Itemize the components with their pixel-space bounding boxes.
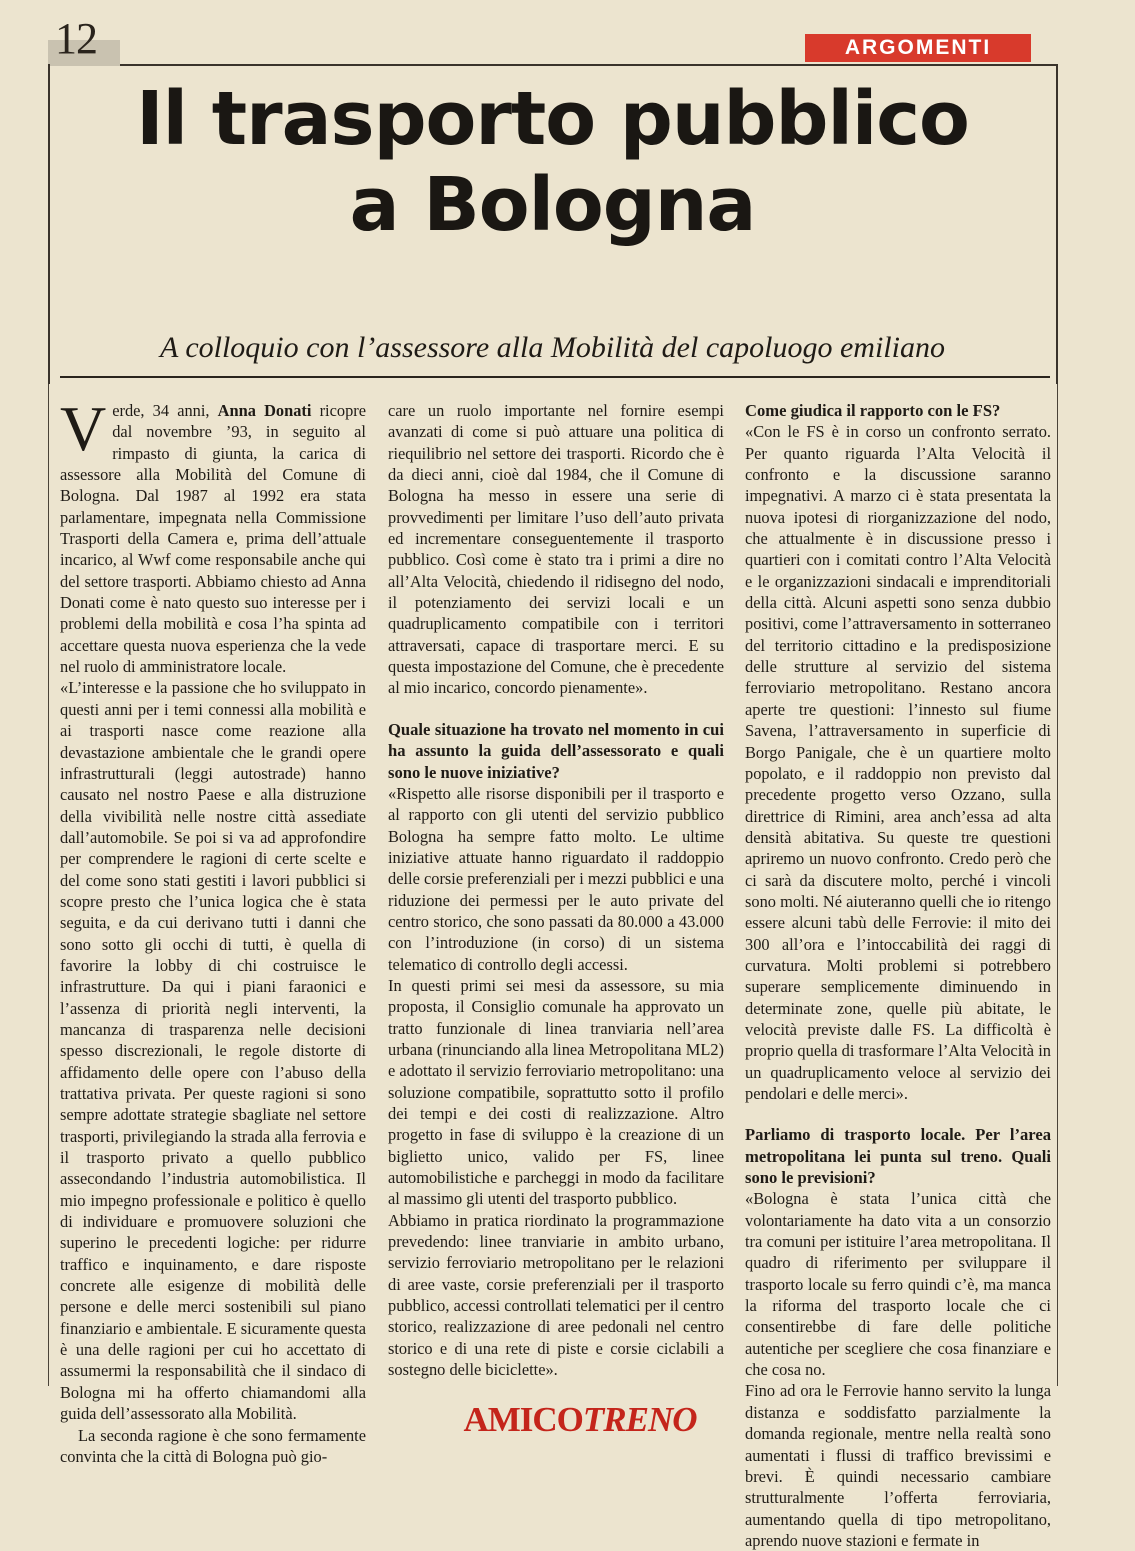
right-margin-rule (1057, 384, 1058, 1386)
column-2 (388, 400, 724, 1380)
header-frame-right (1056, 64, 1058, 384)
answer-paragraph: «Bologna è stata l’unica città che volontariamente ha dato vita a un consorzio tra comuni per istituire l’area metropolitana. Il quadro di riferimento per sviluppare il trasporto locale su ferro quindi c’è, ma manca la riforma del trasporto locale che ci consentirebbe di fare delle politiche autentiche per scegliere che cosa finanziare e che cosa no. (745, 1189, 1051, 1380)
left-margin-rule (48, 384, 49, 1386)
header-divider (60, 376, 1050, 378)
answer-paragraph: Fino ad ora le Ferrovie hanno servito la lunga distanza e soddisfatto parzialmente la domanda regionale, mentre nella realtà sono aumentati i flussi di traffico brevissimi e brevi. È quindi necessario cambiare strutturalmente l’offerta ferroviaria, aumentando quella di tipo metropolitano, aprendo nuove stazioni e fermate in (745, 1381, 1051, 1550)
column-3 (745, 400, 1051, 1551)
spacer (745, 1104, 1051, 1124)
drop-cap: V (60, 393, 107, 464)
article-subtitle: A colloquio con l’assessore alla Mobilità del capoluogo emiliano (160, 331, 945, 364)
intro-body: ricopre dal novembre ’93, in seguito al rimpasto di giunta, la carica di assessore alla Mobilità del Comune di Bologna. Dal 1987 al 1992 era stata parlamentare, impegnata nella Commissione Trasporti della Camera e, prima dell’attuale incarico, al Wwf come responsabile anche qui del settore trasporti. Abbiamo chiesto ad Anna Donati come è nato questo suo interesse per i problemi della mobilità e cosa l’ha spinta ad accettare questa nuova esperienza che la vede nel ruolo di amministratore locale. (60, 401, 366, 677)
intro-start: erde, 34 anni, (112, 401, 218, 420)
column-1 (60, 393, 366, 1467)
answer-paragraph: care un ruolo importante nel fornire esempi avanzati di come si può attuare una politica di riequilibrio nel settore dei trasporti. Ricordo che è da dieci anni, cioè dal 1984, che il Comune di Bologna ha messo in essere una serie di provvedimenti per limitare l’uso dell’auto privata ed incrementare conseguentemente il trasporto pubblico. Così come è stato tra i primi a dire no all’Alta Velocità, chiedendo il ridisegno del nodo, il potenziamento dei servizi locali e un quadruplicamento compatibile con i territori attraversati, capace di trasportare merci. E su questa impostazione del Comune, che è precedente al mio incarico, concordo pienamente». (388, 401, 724, 698)
answer-paragraph: «L’interesse e la passione che ho sviluppato in questi anni per i temi connessi alla mobilità e ai trasporti nasce come reazione alla devastazione ambientale che le grandi opere infrastrutturali (leggi autostrade) hanno causato nel nostro Paese e alla distruzione della vivibilità nelle nostre città assediate dall’automobile. Se poi si va ad approfondire per comprendere le ragioni di certe scelte e del come sono stati gestiti i lavori pubblici si scopre presto che l’unica logica che è stata seguita, e da cui derivano tutti i danni che sono sotto gli occhi di tutti, è quella di favorire la lobby di chi costruisce le infrastrutture. Da qui i piani faraonici e l’assenza di priorità negli interventi, la mancanza di trasparenza nelle decisioni spesso discrezionali, le regole distorte di affidamento delle opere con l’abuso della trattativa privata. Per queste ragioni si sono sempre adottate strategie sbagliate nel settore trasporti, privilegiando la strada alla ferrovia e il trasporto privato a quello pubblico assecondando l’industria automobilistica. Il mio impegno professionale e politico è quello di individuare e promuovere soluzioni che superino le precedenti logiche: per ridurre traffico e inquinamento, e dare risposte concrete alle esigenze di mobilità delle persone e delle merci sostenibili sul piano finanziario e ambientale. E sicuramente questa è una delle ragioni per cui ho accettato di assumermi la responsabilità che il sindaco di Bologna mi ha offerto chiamandomi alla guida dell’assessorato alla Mobilità. (60, 678, 366, 1424)
section-badge: ARGOMENTI (805, 34, 1031, 62)
logo-part-amico: AMICO (463, 1400, 583, 1439)
answer-paragraph: «Con le FS è in corso un confronto serrato. Per quanto riguarda l’Alta Velocità il confronto e la discussione saranno impegnativi. A marzo ci è stata presentata la nuova ipotesi di riorganizzazione del nodo, che attualmente è in discussione presso i quartieri con i comitati contro l’Alta Velocità e le organizzazioni sindacali e imprenditoriali della città. Alcuni aspetti sono senza dubbio positivi, come l’attraversamento in sotterraneo del territorio cittadino e la predisposizione delle strutture al servizio del sistema ferroviario metropolitano. Restano ancora aperte tre questioni: l’innesto sul fiume Savena, l’attraversamento in superficie di Borgo Panigale, che è un quartiere molto popolato, e il raddoppio non previsto dal precedente progetto verso Ozzano, sulla direttrice di Rimini, area anch’essa ad alta densità abitativa. Su queste tre questioni apriremo un nuovo confronto. Credo però che ci sarà da discutere molto, perché i vincoli sono molti. Né aiuteranno quelli che io ritengo essere alcuni tabù delle Ferrovie: il mito dei 300 all’ora e l’intoccabilità dei raggi di curvatura. Molti problemi si potrebbero superare semplicemente diminuendo in determinate zone, quelle più abitate, le velocità previste dalle FS. La difficoltà è proprio quella di trasformare l’Alta Velocità in un quadruplicamento veloce al servizio dei pendolari e delle merci». (745, 422, 1051, 1103)
answer-paragraph: La seconda ragione è che sono fermamente convinta che la città di Bologna può gio- (60, 1425, 366, 1466)
article-title-line1: Il trasporto pubblico (136, 76, 969, 162)
answer-paragraph: Abbiamo in pratica riordinato la programmazione prevedendo: linee tranviarie in ambito urbano, servizio ferroviario metropolitano per le relazioni di aree vaste, corsie preferenziali per il trasporto pubblico, accessi controllati telematici per il centro storico, realizzazione di aree pedonali nel centro storico e di una rete di piste e corsie ciclabili a sostegno delle biciclette». (388, 1210, 724, 1380)
question-heading: Come giudica il rapporto con le FS? (745, 401, 1001, 420)
question-heading: Quale situazione ha trovato nel momento in cui ha assunto la guida dell’assessorato e quali sono le nuove iniziative? (388, 719, 724, 782)
article-title-line2: a Bologna (349, 162, 756, 248)
interviewee-name: Anna Donati (217, 401, 312, 420)
article-title (60, 76, 1045, 248)
logo-part-treno: TRENO (582, 1400, 697, 1439)
answer-paragraph: In questi primi sei mesi da assessore, su mia proposta, il Consiglio comunale ha approvato un tratto funzionale di linea tranviaria nell’area urbana (rinunciando alla linea Metropolitana ML2) e adottato il servizio ferroviario metropolitano: una soluzione compatibile, soprattutto sotto il profilo dei tempi e dei costi di realizzazione. Altro progetto in fase di sviluppo è la creazione di un biglietto unico, valido per FS, linee automobilistiche e parcheggi in modo da facilitare al massimo gli utenti del trasporto pubblico. (388, 975, 724, 1209)
answer-paragraph: «Rispetto alle risorse disponibili per il trasporto e al rapporto con gli utenti del servizio pubblico Bologna ha sempre fatto molto. Le ultime iniziative attuate hanno riguardato il raddoppio delle corsie preferenziali per i mezzi pubblici e una riduzione dei permessi per le auto private del centro storico, che sono passati da 80.000 a 43.000 con l’introduzione (in corso) di un sistema telematico di controllo degli accessi. (388, 783, 724, 974)
intro-paragraph (60, 393, 366, 677)
question-heading: Parliamo di trasporto locale. Per l’area metropolitana lei punta sul treno. Quali sono le previsioni? (745, 1125, 1051, 1188)
magazine-logo (460, 1398, 700, 1442)
header-frame-top (120, 64, 1057, 66)
header-frame-left (48, 64, 50, 384)
spacer (388, 699, 724, 719)
page-number: 12 (55, 14, 97, 63)
